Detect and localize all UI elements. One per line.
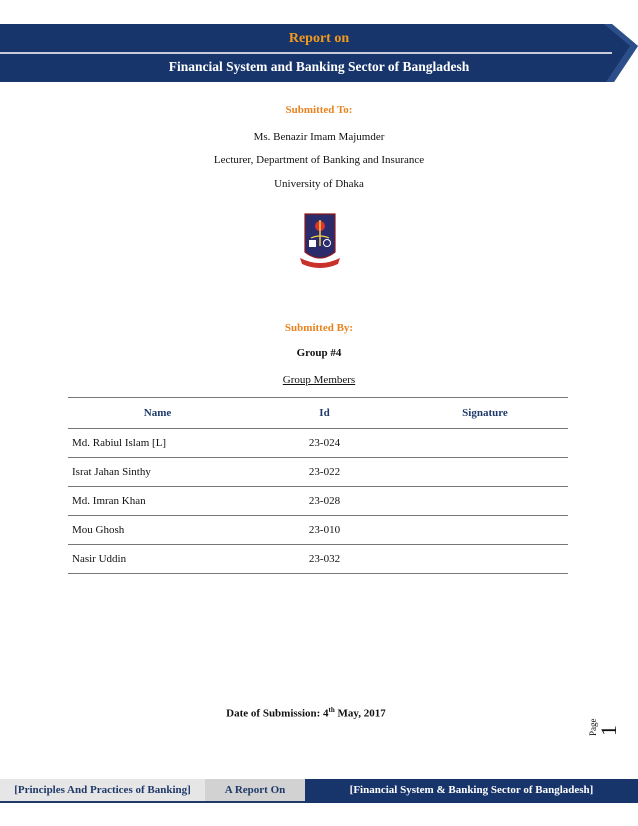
page-footer (0, 779, 638, 803)
member-id: 23-010 (247, 516, 402, 545)
table-header-row (68, 398, 568, 429)
table-row (68, 487, 568, 516)
banner-title-line1: Report on (288, 31, 350, 46)
page-number: 1 (596, 725, 621, 736)
member-name: Nasir Uddin (68, 545, 247, 574)
footer-report-label: A Report On (205, 779, 305, 803)
recipient-institution: University of Dhaka (274, 178, 364, 190)
footer-course-title: [Principles And Practices of Banking] (0, 779, 205, 803)
member-id: 23-022 (247, 458, 402, 487)
member-name: Md. Imran Khan (68, 487, 247, 516)
member-id: 23-028 (247, 487, 402, 516)
table-row (68, 545, 568, 574)
page-number-marker (588, 708, 621, 748)
table-row (68, 516, 568, 545)
member-signature (402, 458, 568, 487)
member-name: Israt Jahan Sinthy (68, 458, 247, 487)
submitted-to-heading: Submitted To: (285, 104, 353, 116)
member-id: 23-032 (247, 545, 402, 574)
university-logo-icon (300, 212, 340, 270)
members-table (68, 397, 568, 574)
member-id: 23-024 (247, 429, 402, 458)
submission-date (0, 706, 612, 720)
table-row (68, 458, 568, 487)
footer-report-title: [Financial System & Banking Sector of Bangladesh] (305, 779, 638, 803)
member-signature (402, 487, 568, 516)
column-header-name: Name (68, 398, 247, 429)
member-signature (402, 545, 568, 574)
submission-date-suffix: th (328, 706, 335, 714)
submission-date-rest: May, 2017 (334, 707, 386, 720)
group-members-label: Group Members (282, 374, 356, 386)
submission-date-label: Date of Submission: 4 (226, 707, 329, 720)
banner-title-line2: Financial System and Banking Sector of Bangladesh (168, 59, 470, 74)
member-signature (402, 429, 568, 458)
column-header-signature: Signature (402, 398, 568, 429)
member-name: Mou Ghosh (68, 516, 247, 545)
table-row (68, 429, 568, 458)
member-signature (402, 516, 568, 545)
group-number: Group #4 (296, 347, 342, 359)
recipient-position: Lecturer, Department of Banking and Insurance (213, 154, 425, 166)
submitted-by-heading: Submitted By: (284, 322, 354, 334)
title-banner (0, 24, 638, 82)
recipient-name: Ms. Benazir Imam Majumder (253, 131, 385, 143)
member-name: Md. Rabiul Islam [L] (68, 429, 247, 458)
page-word: Page (588, 718, 598, 736)
column-header-id: Id (247, 398, 402, 429)
